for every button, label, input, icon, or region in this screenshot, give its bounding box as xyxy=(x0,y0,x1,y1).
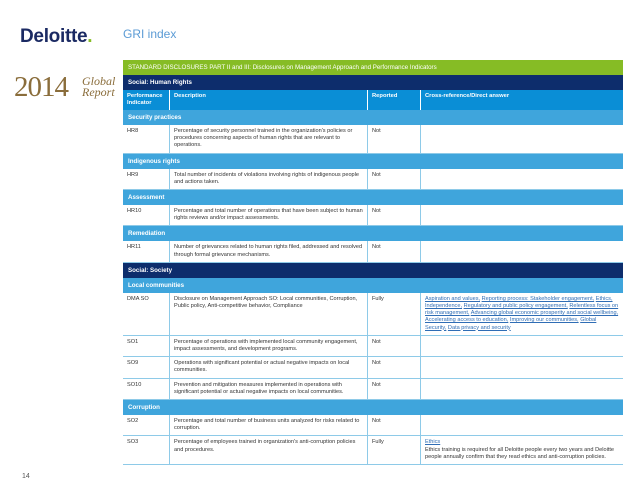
reported-status: Not xyxy=(368,336,421,356)
reported-status: Fully xyxy=(368,436,421,464)
cross-reference xyxy=(421,415,623,435)
report-word-global: Global xyxy=(82,74,116,88)
cross-reference-link[interactable]: Aspiration and values, xyxy=(425,295,481,302)
column-header: Description xyxy=(170,90,368,110)
cross-reference-text: Ethics training is required for all Deloitte people every two years and Deloitte people annually confirm that they read ethics and anti-corruption policies. xyxy=(425,446,615,460)
cross-reference-link[interactable]: Global Security, xyxy=(425,317,597,331)
cross-reference-link[interactable]: Data privacy and security xyxy=(447,324,511,331)
cross-reference-link[interactable]: Ethics xyxy=(425,439,441,446)
indicator-description: Disclosure on Management Approach SO: Local communities, Corruption, Public policy, Anti-competitive behavior, Compliance xyxy=(170,293,368,335)
indicator-id: SO2 xyxy=(123,415,170,435)
table-title: STANDARD DISCLOSURES PART II and III: Disclosures on Management Approach and Performance Indicators xyxy=(123,60,623,75)
page-number: 14 xyxy=(22,473,30,480)
indicator-description: Percentage of operations with implemented local community engagement, impact assessments, and development programs. xyxy=(170,336,368,356)
table-row xyxy=(123,379,623,400)
section-header: Remediation xyxy=(123,226,623,241)
cross-reference-link[interactable]: Improving our communities, xyxy=(509,317,579,324)
cross-reference-link[interactable]: Advancing global economic prosperity and social wellbeing, xyxy=(470,310,619,317)
report-mark xyxy=(14,71,116,103)
reported-status: Not xyxy=(368,357,421,377)
table-row xyxy=(123,241,623,262)
reported-status: Not xyxy=(368,415,421,435)
cross-reference xyxy=(421,436,623,464)
indicator-description: Total number of incidents of violations involving rights of indigenous people and actions taken. xyxy=(170,169,368,189)
indicator-description: Percentage of security personnel trained in the organization's policies or procedures concerning aspects of human rights that are relevant to operations. xyxy=(170,125,368,153)
section-header: Indigenous rights xyxy=(123,154,623,169)
section-header: Local communities xyxy=(123,278,623,293)
reported-status: Not xyxy=(368,125,421,153)
table-row xyxy=(123,336,623,357)
cross-reference-link[interactable]: Relentless focus on risk management, xyxy=(425,303,619,317)
indicator-id: HR9 xyxy=(123,169,170,189)
table-row xyxy=(123,357,623,378)
reported-status: Not xyxy=(368,205,421,225)
section-header: Assessment xyxy=(123,190,623,205)
column-header: Reported xyxy=(368,90,421,110)
group-header: Social: Society xyxy=(123,263,623,278)
column-header-row xyxy=(123,90,623,110)
report-year: 2014 xyxy=(14,71,68,103)
section-header: Security practices xyxy=(123,110,623,125)
group-header: Social: Human Rights xyxy=(123,75,623,90)
cross-reference xyxy=(421,379,623,399)
cross-reference-link[interactable]: Accelerating access to education, xyxy=(425,317,509,324)
indicator-description: Prevention and mitigation measures implemented in operations with significant potential or actual negative impacts on local communities. xyxy=(170,379,368,399)
cross-reference-link[interactable]: Regulatory and public policy engagement, xyxy=(463,303,568,310)
cross-reference xyxy=(421,293,623,335)
cross-reference xyxy=(421,241,623,261)
deloitte-logo: Deloitte. xyxy=(20,26,93,47)
reported-status: Not xyxy=(368,379,421,399)
indicator-id: DMA SO xyxy=(123,293,170,335)
section-header: Corruption xyxy=(123,400,623,415)
reported-status: Not xyxy=(368,241,421,261)
indicator-description: Percentage and total number of operations that have been subject to human rights reviews and/or impact assessments. xyxy=(170,205,368,225)
cross-reference xyxy=(421,125,623,153)
indicator-description: Operations with significant potential or actual negative impacts on local communities. xyxy=(170,357,368,377)
table-row xyxy=(123,205,623,226)
cross-reference xyxy=(421,357,623,377)
table-row xyxy=(123,125,623,154)
indicator-description: Number of grievances related to human rights filed, addressed and resolved through formal grievance mechanisms. xyxy=(170,241,368,261)
table-row xyxy=(123,293,623,336)
cross-reference-link[interactable]: Independence, xyxy=(425,303,463,310)
indicator-id: HR11 xyxy=(123,241,170,261)
indicator-id: SO3 xyxy=(123,436,170,464)
table-row xyxy=(123,169,623,190)
report-word-report: Report xyxy=(82,85,115,99)
reported-status: Not xyxy=(368,169,421,189)
indicator-description: Percentage of employees trained in organization's anti-corruption policies and procedures. xyxy=(170,436,368,464)
indicator-id: SO1 xyxy=(123,336,170,356)
cross-reference-link[interactable]: Ethics, xyxy=(595,295,613,302)
table-row xyxy=(123,436,623,465)
column-header: Performance Indicator xyxy=(123,90,170,110)
cross-reference xyxy=(421,205,623,225)
cross-reference xyxy=(421,336,623,356)
indicator-id: HR8 xyxy=(123,125,170,153)
section-title: GRI index xyxy=(123,27,177,41)
cross-reference xyxy=(421,169,623,189)
gri-disclosures-table xyxy=(123,60,623,465)
indicator-description: Percentage and total number of business units analyzed for risks related to corruption. xyxy=(170,415,368,435)
indicator-id: SO9 xyxy=(123,357,170,377)
cross-reference-link[interactable]: Reporting process: Stakeholder engagement, xyxy=(481,295,595,302)
reported-status: Fully xyxy=(368,293,421,335)
table-row xyxy=(123,415,623,436)
indicator-id: HR10 xyxy=(123,205,170,225)
indicator-id: SO10 xyxy=(123,379,170,399)
column-header: Cross-reference/Direct answer xyxy=(425,93,510,99)
